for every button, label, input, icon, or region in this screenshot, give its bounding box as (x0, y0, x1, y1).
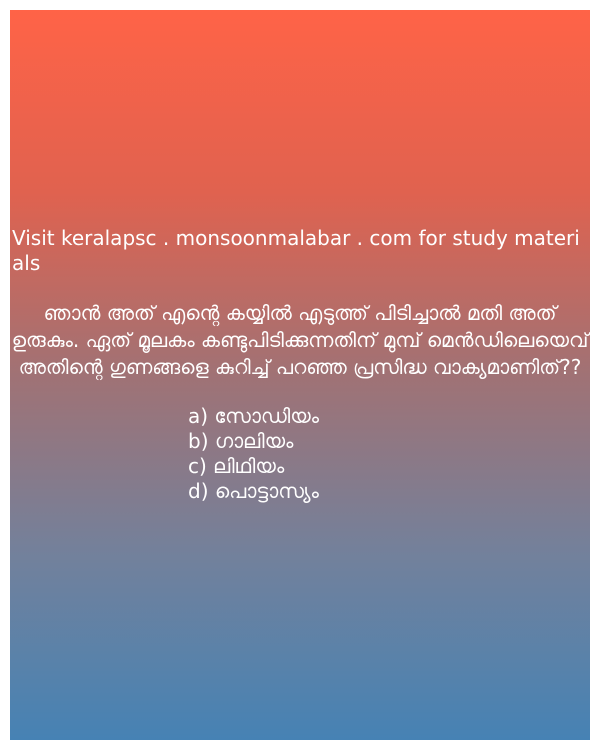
option-d: d) പൊട്ടാസ്യം (188, 479, 319, 503)
promo-text: Visit keralapsc . monsoonmalabar . com for study materials (12, 226, 580, 275)
question-text: ഞാൻ അത് എന്റെ കയ്യിൽ എടുത്ത് പിടിച്ചാൽ മതി അത് ഉരുകും. ഏത് മൂലകം കണ്ടുപിടിക്കുന്നതിന് മുമ്പ് മെൻഡിലെയെവ് അതിന്റെ ഗുണങ്ങളെ കുറിച്ച് പറഞ്ഞ പ്രസിദ്ധ വാക്യമാണിത്?? (11, 301, 589, 379)
answer-options (188, 404, 568, 504)
option-a: a) സോഡിയം (188, 404, 320, 428)
question-card (10, 10, 590, 740)
option-c: c) ലിഥിയം (188, 454, 285, 478)
option-b: b) ഗാലിയം (188, 429, 294, 453)
